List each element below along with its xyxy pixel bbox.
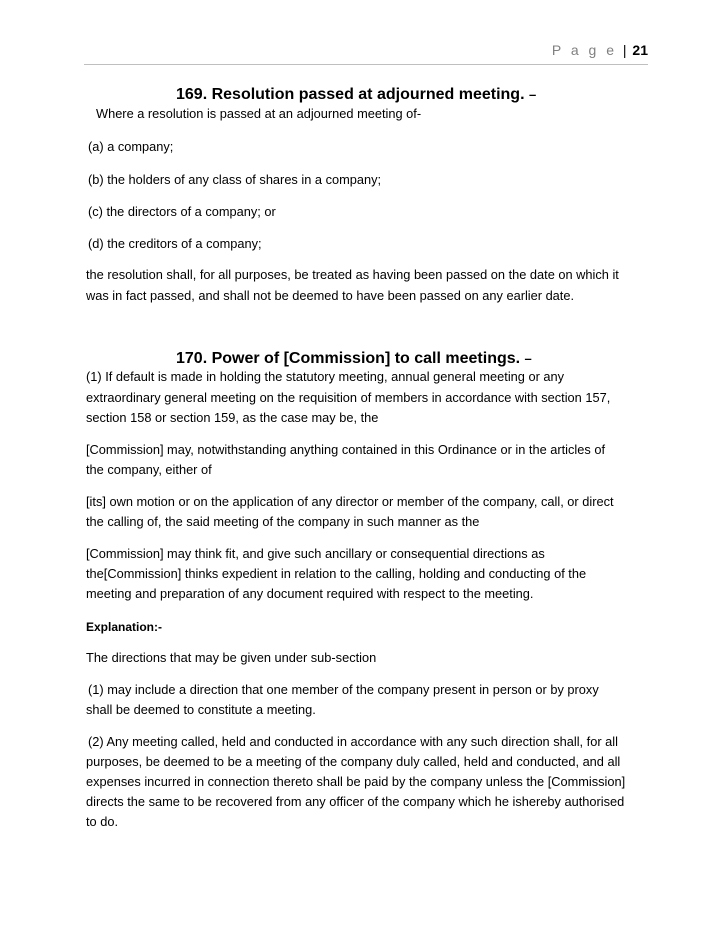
section-170-p1-line-2: extraordinary general meeting on the requisition of members in accordance with section 157,: [86, 390, 611, 405]
section-170-p4-line-1: [Commission] may think fit, and give such ancillary or consequential directions as: [86, 546, 545, 561]
section-170-p2-line-2: the company, either of: [86, 462, 212, 477]
section-170-p7-line-5: to do.: [86, 814, 119, 829]
section-169-heading: [176, 86, 536, 104]
section-170-p7-line-1: (2) Any meeting called, held and conducted in accordance with any such direction shall, for all: [88, 734, 618, 749]
section-169-item-b: (b) the holders of any class of shares in a company;: [88, 172, 382, 187]
page-number: 21: [632, 42, 648, 58]
section-170-p3-line-1: [its] own motion or on the application of any director or member of the company, call, or direct: [86, 494, 614, 509]
section-169-heading-text: 169. Resolution passed at adjourned meeting.: [176, 86, 525, 103]
section-169-heading-dash: –: [528, 87, 537, 102]
page-label: P a g e: [551, 42, 617, 58]
section-170-p1-line-1: (1) If default is made in holding the statutory meeting, annual general meeting or any: [86, 369, 565, 384]
section-170-p6-line-2: shall be deemed to constitute a meeting.: [86, 702, 316, 717]
section-170-p4-line-3: meeting and preparation of any document required with respect to the meeting.: [86, 586, 534, 601]
section-170-p5: The directions that may be given under sub-section: [86, 650, 377, 665]
section-170-heading-dash: –: [524, 351, 532, 366]
section-170-p4-line-2: the[Commission] thinks expedient in relation to the calling, holding and conducting of the: [86, 566, 587, 581]
section-170-heading: [176, 350, 532, 368]
explanation-label: Explanation:-: [86, 620, 163, 634]
header-rule: [84, 64, 648, 65]
section-170-p1-line-3: section 158 or section 159, as the case may be, the: [86, 410, 379, 425]
section-170-p7-line-3: expenses incurred in connection thereto shall be paid by the company unless the [Commission]: [86, 774, 626, 789]
page-separator: |: [622, 42, 627, 58]
section-170-p2-line-1: [Commission] may, notwithstanding anything contained in this Ordinance or in the articles of: [86, 442, 606, 457]
section-169-conclusion-line-1: the resolution shall, for all purposes, be treated as having been passed on the date on which it: [86, 267, 619, 282]
page-header: [552, 42, 648, 58]
section-170-p6-line-1: (1) may include a direction that one member of the company present in person or by proxy: [88, 682, 599, 697]
section-170-heading-text: 170. Power of [Commission] to call meetings.: [176, 350, 521, 367]
section-169-item-d: (d) the creditors of a company;: [88, 236, 262, 251]
section-170-p3-line-2: the calling of, the said meeting of the company in such manner as the: [86, 514, 480, 529]
section-170-p7-line-4: directs the same to be recovered from any officer of the company which he ishereby authorised: [86, 794, 625, 809]
section-169-intro: Where a resolution is passed at an adjourned meeting of-: [96, 106, 422, 121]
section-169-conclusion-line-2: was in fact passed, and shall not be deemed to have been passed on any earlier date.: [86, 288, 575, 303]
section-170-p7-line-2: purposes, be deemed to be a meeting of the company duly called, held and conducted, and all: [86, 754, 621, 769]
section-169-item-a: (a) a company;: [88, 139, 174, 154]
section-169-item-c: (c) the directors of a company; or: [88, 204, 276, 219]
